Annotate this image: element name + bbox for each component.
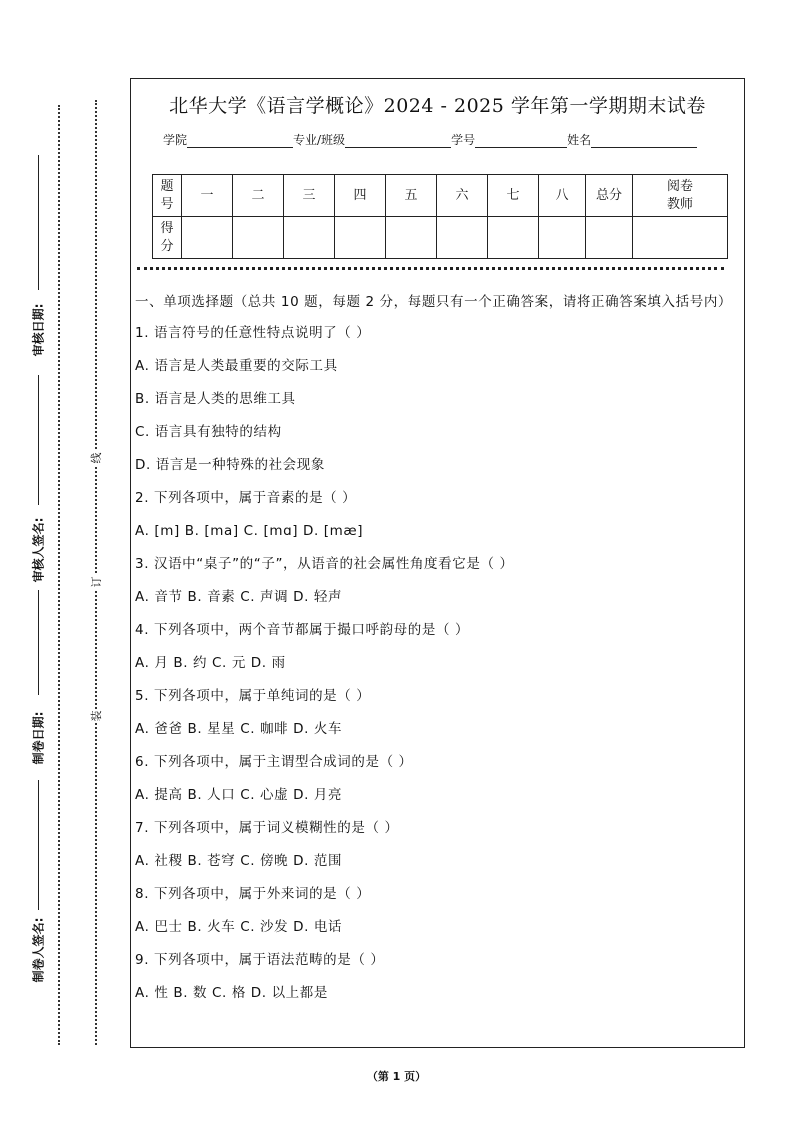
score-col-header: 五 — [386, 175, 437, 217]
student-id-field[interactable] — [475, 133, 567, 148]
reviewer-sign-line — [38, 375, 39, 505]
option-line: D. 语言是一种特殊的社会现象 — [135, 457, 325, 473]
score-cell[interactable] — [539, 217, 586, 259]
score-col-header: 八 — [539, 175, 586, 217]
option-line: A. 巴士 B. 火车 C. 沙发 D. 电话 — [135, 919, 343, 935]
question-line: 3. 汉语中“桌子”的“子”，从语音的社会属性角度看它是（ ） — [135, 556, 514, 572]
question-line: 8. 下列各项中，属于外来词的是（ ） — [135, 886, 371, 902]
total-score-header: 总分 — [586, 175, 633, 217]
major-class-field[interactable] — [345, 133, 451, 148]
college-field[interactable] — [187, 133, 293, 148]
score-cell[interactable] — [233, 217, 284, 259]
student-info-row — [163, 131, 697, 148]
total-score-cell[interactable] — [586, 217, 633, 259]
page-number: （第 1 页） — [366, 1070, 427, 1083]
score-cell[interactable] — [182, 217, 233, 259]
option-line: A. 音节 B. 音素 C. 声调 D. 轻声 — [135, 589, 343, 605]
score-col-header: 六 — [437, 175, 488, 217]
grader-header: 阅卷 教师 — [633, 175, 728, 217]
binding-char-ding: 订 — [90, 576, 103, 588]
score-col-header: 三 — [284, 175, 335, 217]
score-col-header: 二 — [233, 175, 284, 217]
question-number-header: 题 号 — [153, 175, 182, 217]
exam-frame — [130, 78, 745, 1048]
reviewer-date-label: 审核日期: — [31, 303, 46, 357]
name-field[interactable] — [591, 133, 697, 148]
option-line: C. 语言具有独特的结构 — [135, 424, 282, 440]
reviewer-sign-label: 审核人签名: — [31, 517, 46, 583]
maker-sign-label: 制卷人签名: — [31, 917, 46, 983]
reviewer-date-line — [38, 155, 39, 290]
question-line: 4. 下列各项中，两个音节都属于撮口呼韵母的是（ ） — [135, 622, 470, 638]
college-label: 学院 — [163, 133, 188, 147]
maker-date-line — [38, 590, 39, 695]
score-cell[interactable] — [437, 217, 488, 259]
score-cell[interactable] — [335, 217, 386, 259]
question-line: 5. 下列各项中，属于单纯词的是（ ） — [135, 688, 371, 704]
score-col-header: 七 — [488, 175, 539, 217]
option-line: A. 月 B. 约 C. 元 D. 雨 — [135, 655, 286, 671]
question-line: 6. 下列各项中，属于主谓型合成词的是（ ） — [135, 754, 413, 770]
major-class-label: 专业/班级 — [293, 133, 346, 147]
binding-dotted-line-inner — [95, 100, 97, 1045]
score-col-header: 一 — [182, 175, 233, 217]
question-content — [135, 292, 736, 1016]
score-table — [152, 174, 728, 259]
option-line: A. 语言是人类最重要的交际工具 — [135, 358, 338, 374]
maker-date-label: 制卷日期: — [31, 711, 46, 765]
maker-sign-line — [38, 780, 39, 910]
question-line: 1. 语言符号的任意性特点说明了（ ） — [135, 325, 371, 341]
question-line: 9. 下列各项中，属于语法范畴的是（ ） — [135, 952, 385, 968]
option-line: A. 社稷 B. 苍穹 C. 傍晚 D. 范围 — [135, 853, 343, 869]
exam-title: 北华大学《语言学概论》2024 - 2025 学年第一学期期末试卷 — [169, 95, 706, 117]
binding-char-zhuang: 装 — [90, 710, 103, 722]
score-row-header: 得 分 — [153, 217, 182, 259]
student-id-label: 学号 — [451, 133, 476, 147]
section-title: 一、单项选择题（总共 10 题，每题 2 分，每题只有一个正确答案，请将正确答案填入括号内） — [135, 294, 733, 310]
binding-dotted-line-outer — [58, 105, 60, 1045]
option-line: B. 语言是人类的思维工具 — [135, 391, 296, 407]
score-cell[interactable] — [386, 217, 437, 259]
dotted-separator — [137, 267, 724, 270]
option-line: A. 性 B. 数 C. 格 D. 以上都是 — [135, 985, 328, 1001]
option-line: A. 爸爸 B. 星星 C. 咖啡 D. 火车 — [135, 721, 343, 737]
score-cell[interactable] — [488, 217, 539, 259]
score-cell[interactable] — [284, 217, 335, 259]
option-line: A. 提高 B. 人口 C. 心虚 D. 月亮 — [135, 787, 343, 803]
grader-cell[interactable] — [633, 217, 728, 259]
binding-char-xian: 线 — [90, 452, 103, 464]
question-line: 2. 下列各项中，属于音素的是（ ） — [135, 490, 357, 506]
question-line: 7. 下列各项中，属于词义模糊性的是（ ） — [135, 820, 399, 836]
option-line: A. [m] B. [ma] C. [mɑ] D. [mæ] — [135, 523, 364, 539]
score-col-header: 四 — [335, 175, 386, 217]
name-label: 姓名 — [567, 133, 592, 147]
